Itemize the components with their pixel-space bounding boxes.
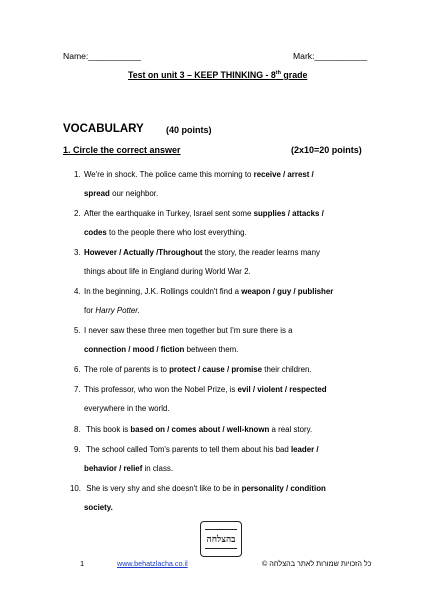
question-number: 5.	[74, 326, 81, 335]
question-number: 4.	[74, 287, 81, 296]
logo-text: בהצלחה	[205, 529, 237, 549]
answer-options: connection / mood / fiction	[84, 344, 185, 354]
question-text: a real story.	[269, 425, 313, 434]
question-text: This professor, who won the Nobel Prize, is	[84, 385, 238, 394]
answer-options: codes	[84, 227, 107, 237]
test-title-end: grade	[280, 70, 308, 80]
answer-options: spread	[84, 188, 110, 198]
question-number: 2.	[74, 209, 81, 218]
site-logo	[200, 521, 242, 557]
question-text: everywhere in the world.	[84, 403, 170, 413]
answer-options: evil / violent / respected	[237, 385, 327, 394]
answer-options: receive / arrest /	[253, 170, 314, 179]
question-5	[74, 322, 374, 359]
question-8	[74, 421, 374, 440]
question-number: 9.	[74, 445, 81, 454]
question-number: 7.	[74, 385, 81, 394]
test-title-text: Test on unit 3 – KEEP THINKING - 8	[128, 70, 276, 80]
question-number: 8.	[74, 425, 81, 434]
question-text: between them.	[184, 344, 239, 354]
question-number: 1.	[74, 170, 81, 179]
question-number: 10.	[70, 484, 81, 493]
section-points: (40 points)	[166, 125, 212, 135]
question-2	[74, 205, 374, 242]
question-4	[74, 283, 374, 320]
question-1	[74, 166, 374, 203]
mark-field-label: Mark:___________	[293, 51, 368, 61]
task-points: (2x10=20 points)	[291, 145, 362, 155]
question-text: I never saw these three men together but I'm sure there is a	[84, 326, 293, 335]
answer-options: behavior / relief	[84, 463, 143, 473]
answer-options: personality / condition	[241, 484, 326, 493]
answer-options: supplies / attacks /	[253, 209, 324, 218]
section-heading: VOCABULARY	[63, 123, 144, 135]
question-text: We're in shock. The police came this morning to	[84, 170, 254, 179]
question-text: The role of parents is to	[84, 365, 170, 374]
task-instruction: 1. Circle the correct answer	[63, 145, 181, 155]
answer-options: protect / cause / promise	[169, 365, 263, 374]
test-title-sup: th	[275, 70, 281, 77]
question-9	[74, 441, 374, 478]
question-text: in class.	[142, 463, 174, 473]
question-text: their children.	[262, 365, 312, 374]
website-link[interactable]: www.behatzlacha.co.il	[117, 559, 188, 568]
question-7	[74, 381, 374, 418]
question-3	[74, 244, 374, 281]
answer-options: However / Actually /Throughout	[84, 248, 203, 257]
copyright-notice: כל הזכויות שמורות לאתר בהצלחה ©	[262, 559, 372, 568]
test-title	[128, 70, 307, 80]
question-6	[74, 361, 374, 380]
question-text: the story, the reader learns many	[202, 248, 320, 257]
question-text: In the beginning, J.K. Rollings couldn't find a	[84, 287, 242, 296]
question-number: 3.	[74, 248, 81, 257]
question-text: our neighbor.	[109, 188, 159, 198]
question-text: things about life in England during World War 2.	[84, 266, 251, 276]
question-text: This book is	[84, 425, 131, 434]
name-field-label: Name:___________	[63, 51, 141, 61]
question-text: to the people there who lost everything.	[106, 227, 247, 237]
answer-options: based on / comes about / well-known	[130, 425, 270, 434]
answer-options: weapon / guy / publisher	[241, 287, 334, 296]
question-text: After the earthquake in Turkey, Israel sent some	[84, 209, 254, 218]
question-text: for	[84, 305, 96, 315]
answer-options: society.	[84, 502, 113, 512]
question-number: 6.	[74, 365, 81, 374]
answer-options: leader /	[290, 445, 319, 454]
question-text: She is very shy and she doesn't like to be in	[84, 484, 242, 493]
page-number: 1	[80, 559, 85, 568]
book-title: Harry Potter.	[95, 305, 140, 315]
question-text: The school called Tom's parents to tell them about his bad	[84, 445, 291, 454]
question-10	[70, 480, 370, 517]
